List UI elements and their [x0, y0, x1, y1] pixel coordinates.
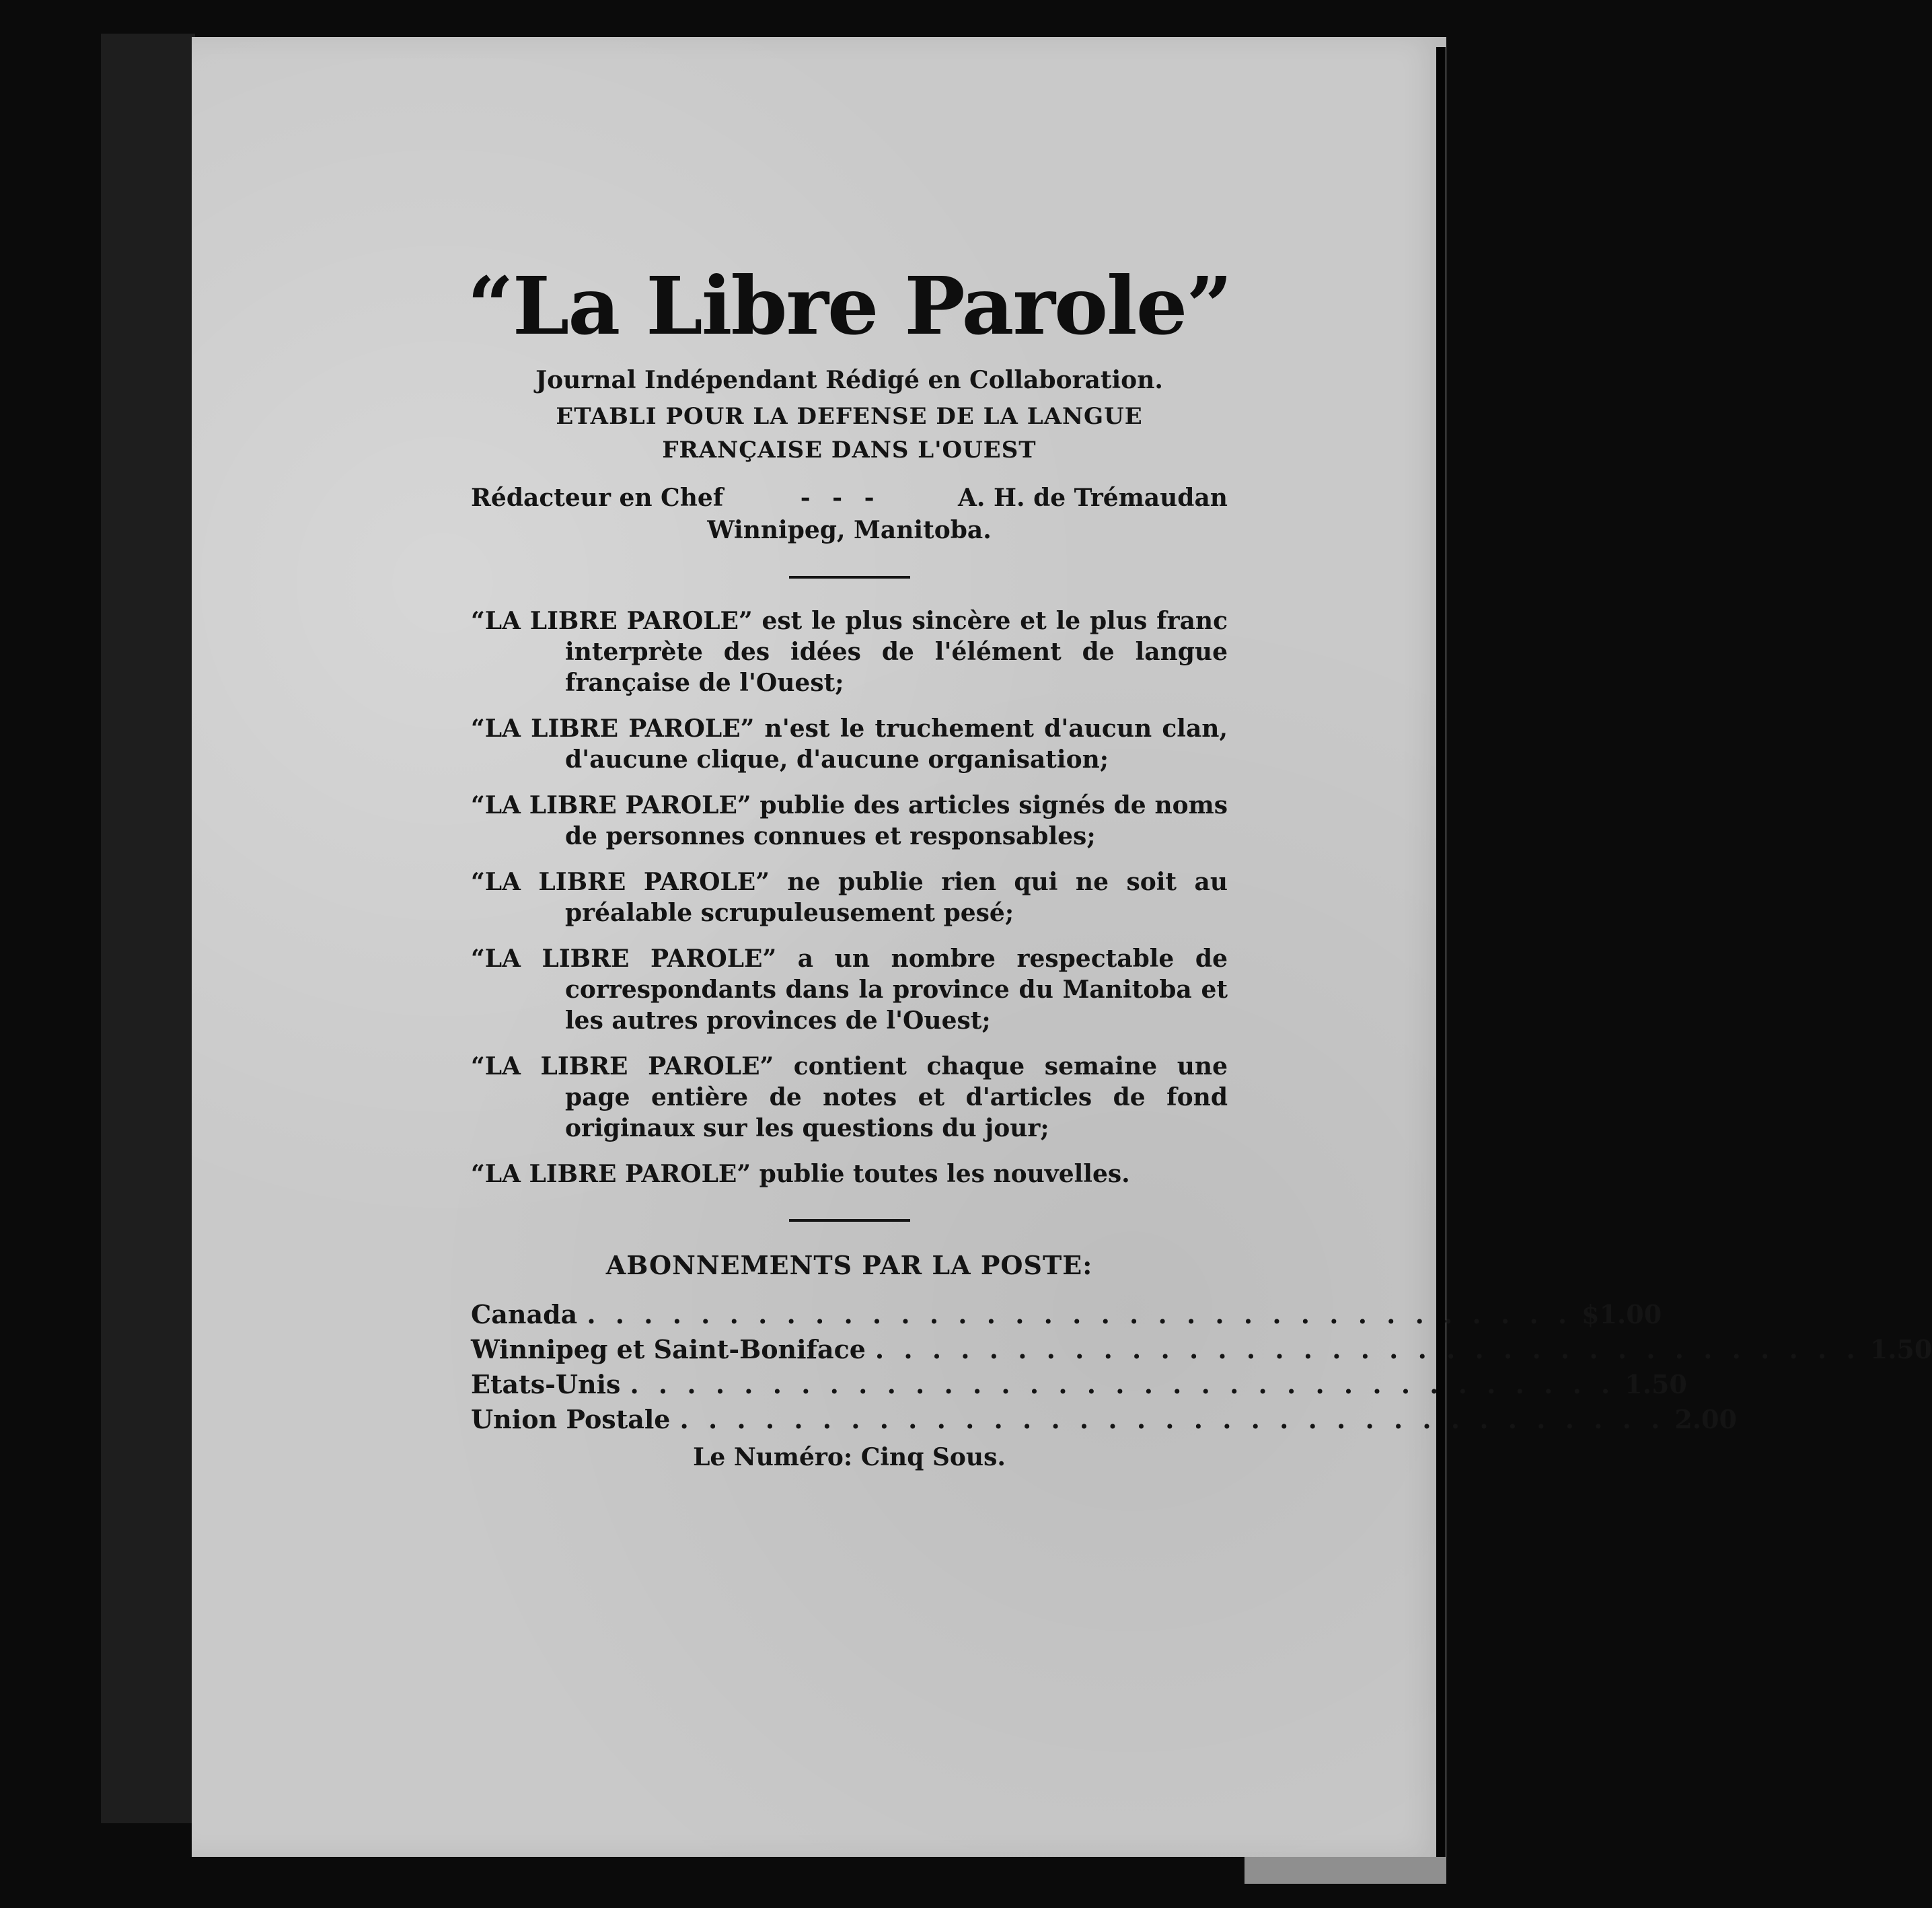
rate-row	[471, 1367, 1687, 1402]
statement-item: “LA LIBRE PAROLE” a un nombre respectable de correspondants dans la province du Manitoba et les autres provinces de l'Ouest;	[471, 945, 1228, 1035]
rate-row	[471, 1402, 1737, 1437]
masthead-title: “La Libre Parole”	[467, 259, 1232, 353]
editor-line	[471, 482, 1228, 514]
rate-row	[471, 1297, 1662, 1332]
mission-line-1: ETABLI POUR LA DEFENSE DE LA LANGUE	[556, 403, 1143, 430]
statement-item: “LA LIBRE PAROLE” n'est le truchement d'aucun clan, d'aucune clique, d'aucune organisation;	[471, 714, 1228, 774]
subscriptions-title: ABONNEMENTS PAR LA POSTE:	[605, 1250, 1093, 1280]
rate-price: 1.50	[1869, 1334, 1932, 1364]
page-binding-edge	[1436, 47, 1446, 1864]
editor-dashes: - - -	[800, 484, 881, 512]
rate-price: 1.50	[1625, 1369, 1687, 1399]
statement-item: “LA LIBRE PAROLE” publie des articles signés de noms de personnes connues et responsables;	[471, 791, 1228, 850]
divider-rule	[789, 576, 910, 579]
rate-place: Canada	[471, 1299, 578, 1329]
dot-leader: . . . . . . . . . . . . . . . . . . . . . . . . . . . . . . . . . . .	[587, 1299, 1573, 1329]
rate-place: Winnipeg et Saint-Boniface	[471, 1334, 866, 1364]
rate-place: Union Postale	[471, 1404, 671, 1434]
rate-row	[471, 1332, 1932, 1367]
editor-label: Rédacteur en Chef	[471, 484, 724, 512]
statement-item: “LA LIBRE PAROLE” est le plus sincère et le plus franc interprète des idées de l'élément de langue française de l'Ouest;	[471, 607, 1228, 697]
statement-item: “LA LIBRE PAROLE” publie toutes les nouvelles.	[471, 1160, 1130, 1188]
rate-price: 2.00	[1674, 1404, 1737, 1434]
masthead-subtitle: Journal Indépendant Rédigé en Collaboration.	[535, 366, 1163, 394]
rate-price: $1.00	[1582, 1299, 1662, 1329]
statement-item: “LA LIBRE PAROLE” ne publie rien qui ne soit au préalable scrupuleusement pesé;	[471, 868, 1228, 927]
scan-left-strip	[101, 34, 195, 1823]
dot-leader: . . . . . . . . . . . . . . . . . . . . . . . . . . . . . . . . . . .	[630, 1369, 1616, 1399]
rate-place: Etats-Unis	[471, 1369, 621, 1399]
advertisement-block	[467, 256, 1932, 1473]
divider-rule	[789, 1219, 910, 1222]
statement-item: “LA LIBRE PAROLE” contient chaque semaine une page entière de notes et d'articles de fond originaux sur les questions du jour;	[471, 1052, 1228, 1142]
dot-leader: . . . . . . . . . . . . . . . . . . . . . . . . . . . . . . . . . . .	[679, 1404, 1666, 1434]
editor-name: A. H. de Trémaudan	[957, 484, 1228, 512]
scan-bottom-strip	[1244, 1857, 1446, 1884]
dot-leader: . . . . . . . . . . . . . . . . . . . . . . . . . . . . . . . . . . .	[875, 1334, 1861, 1364]
city-line: Winnipeg, Manitoba.	[707, 516, 992, 544]
single-issue-price: Le Numéro: Cinq Sous.	[693, 1443, 1006, 1471]
mission-line-2: FRANÇAISE DANS L'OUEST	[662, 437, 1037, 464]
